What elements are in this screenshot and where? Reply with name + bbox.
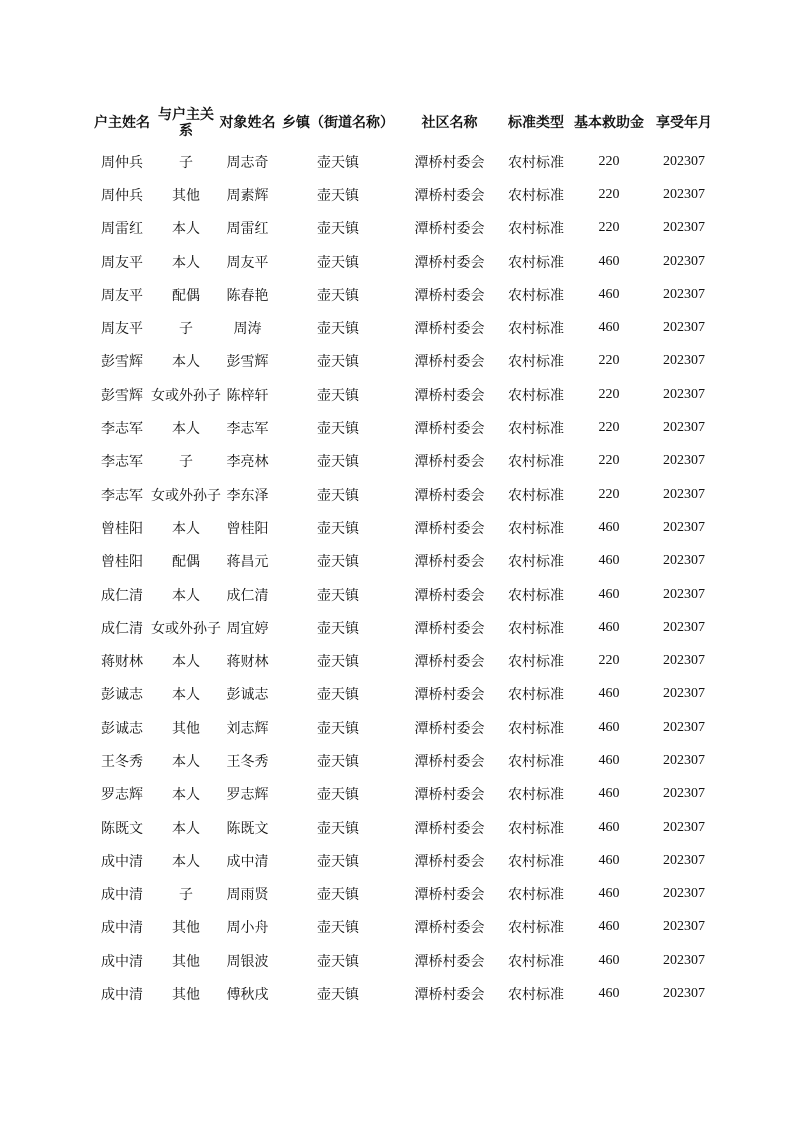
cell-township: 壶天镇 — [317, 820, 359, 837]
cell-standard-type: 农村标准 — [508, 154, 564, 171]
cell-householder-name: 曾桂阳 — [101, 554, 143, 571]
cell-period: 202307 — [663, 253, 705, 269]
table-row — [88, 178, 720, 211]
cell-relationship: 本人 — [172, 520, 200, 537]
cell-householder-name: 周友平 — [101, 321, 143, 338]
cell-relationship: 子 — [179, 154, 193, 171]
table-header — [88, 100, 720, 145]
cell-standard-type: 农村标准 — [508, 654, 564, 671]
cell-standard-type: 农村标准 — [508, 554, 564, 571]
cell-householder-name: 周仲兵 — [101, 187, 143, 204]
cell-householder-name: 成中清 — [101, 887, 143, 904]
cell-basic-relief: 460 — [598, 852, 620, 868]
cell-recipient-name: 周宜婷 — [226, 620, 269, 637]
table-row — [88, 944, 720, 977]
cell-recipient-name: 陈梓轩 — [226, 387, 269, 404]
cell-householder-name: 成中清 — [101, 853, 143, 870]
cell-standard-type: 农村标准 — [508, 920, 564, 937]
cell-basic-relief: 220 — [598, 386, 620, 402]
cell-recipient-name: 陈既文 — [226, 820, 269, 837]
table-row — [88, 245, 720, 278]
cell-standard-type: 农村标准 — [508, 687, 564, 704]
table-row — [88, 811, 720, 844]
cell-community: 潭桥村委会 — [414, 787, 485, 804]
cell-community: 潭桥村委会 — [414, 920, 485, 937]
cell-township: 壶天镇 — [317, 287, 359, 304]
cell-standard-type: 农村标准 — [508, 787, 564, 804]
header-householder-name: 户主姓名 — [94, 114, 150, 131]
cell-township: 壶天镇 — [317, 853, 359, 870]
table-row — [88, 345, 720, 378]
cell-period: 202307 — [663, 220, 705, 236]
cell-householder-name: 罗志辉 — [101, 787, 143, 804]
cell-relationship: 子 — [179, 321, 193, 338]
cell-period: 202307 — [663, 919, 705, 935]
cell-recipient-name: 曾桂阳 — [226, 520, 269, 537]
cell-period: 202307 — [663, 752, 705, 768]
cell-community: 潭桥村委会 — [414, 520, 485, 537]
cell-basic-relief: 460 — [598, 253, 620, 269]
cell-relationship: 其他 — [172, 987, 200, 1004]
cell-community: 潭桥村委会 — [414, 387, 485, 404]
cell-period: 202307 — [663, 719, 705, 735]
table-row — [88, 511, 720, 544]
cell-recipient-name: 彭诚志 — [226, 687, 269, 704]
cell-householder-name: 周仲兵 — [101, 154, 143, 171]
cell-basic-relief: 460 — [598, 886, 620, 902]
header-basic-relief: 基本救助金 — [574, 114, 644, 131]
cell-recipient-name: 成中清 — [226, 853, 269, 870]
table-row — [88, 578, 720, 611]
cell-period: 202307 — [663, 519, 705, 535]
cell-period: 202307 — [663, 486, 705, 502]
cell-recipient-name: 李亮林 — [226, 454, 269, 471]
cell-township: 壶天镇 — [317, 487, 359, 504]
cell-community: 潭桥村委会 — [414, 620, 485, 637]
table-row — [88, 844, 720, 877]
cell-period: 202307 — [663, 653, 705, 669]
cell-period: 202307 — [663, 186, 705, 202]
cell-standard-type: 农村标准 — [508, 853, 564, 870]
table-row — [88, 711, 720, 744]
cell-community: 潭桥村委会 — [414, 321, 485, 338]
cell-township: 壶天镇 — [317, 254, 359, 271]
cell-township: 壶天镇 — [317, 620, 359, 637]
table-row — [88, 378, 720, 411]
cell-basic-relief: 220 — [598, 186, 620, 202]
cell-period: 202307 — [663, 153, 705, 169]
table-row — [88, 744, 720, 777]
cell-basic-relief: 460 — [598, 519, 620, 535]
cell-period: 202307 — [663, 952, 705, 968]
cell-township: 壶天镇 — [317, 154, 359, 171]
cell-relationship: 其他 — [172, 920, 200, 937]
cell-recipient-name: 周雨贤 — [226, 887, 269, 904]
cell-relationship: 女或外孙子 — [151, 620, 221, 637]
cell-community: 潭桥村委会 — [414, 753, 485, 770]
cell-householder-name: 成仁清 — [101, 587, 143, 604]
cell-community: 潭桥村委会 — [414, 187, 485, 204]
cell-standard-type: 农村标准 — [508, 953, 564, 970]
cell-recipient-name: 周雷红 — [226, 221, 269, 238]
cell-householder-name: 蒋财林 — [101, 654, 143, 671]
cell-recipient-name: 罗志辉 — [226, 787, 269, 804]
cell-relationship: 女或外孙子 — [151, 387, 221, 404]
cell-township: 壶天镇 — [317, 920, 359, 937]
cell-basic-relief: 460 — [598, 986, 620, 1002]
cell-community: 潭桥村委会 — [414, 853, 485, 870]
cell-basic-relief: 220 — [598, 153, 620, 169]
cell-householder-name: 彭诚志 — [101, 687, 143, 704]
cell-township: 壶天镇 — [317, 421, 359, 438]
cell-relationship: 配偶 — [172, 554, 200, 571]
cell-basic-relief: 460 — [598, 919, 620, 935]
cell-relationship: 本人 — [172, 853, 200, 870]
cell-householder-name: 曾桂阳 — [101, 520, 143, 537]
cell-relationship: 本人 — [172, 354, 200, 371]
cell-relationship: 本人 — [172, 654, 200, 671]
cell-period: 202307 — [663, 420, 705, 436]
cell-basic-relief: 220 — [598, 453, 620, 469]
table-body — [88, 145, 720, 1011]
cell-standard-type: 农村标准 — [508, 987, 564, 1004]
cell-relationship: 配偶 — [172, 287, 200, 304]
cell-period: 202307 — [663, 286, 705, 302]
header-township: 乡镇（街道名称） — [282, 114, 394, 131]
table-row — [88, 911, 720, 944]
cell-period: 202307 — [663, 619, 705, 635]
cell-township: 壶天镇 — [317, 787, 359, 804]
cell-period: 202307 — [663, 986, 705, 1002]
cell-period: 202307 — [663, 886, 705, 902]
cell-recipient-name: 成仁清 — [226, 587, 269, 604]
cell-township: 壶天镇 — [317, 587, 359, 604]
table-row — [88, 278, 720, 311]
cell-relationship: 其他 — [172, 953, 200, 970]
cell-householder-name: 成中清 — [101, 953, 143, 970]
header-relationship: 与户主关系 — [158, 106, 214, 139]
cell-period: 202307 — [663, 852, 705, 868]
cell-householder-name: 陈既文 — [101, 820, 143, 837]
cell-township: 壶天镇 — [317, 654, 359, 671]
cell-basic-relief: 460 — [598, 586, 620, 602]
cell-recipient-name: 王冬秀 — [226, 753, 269, 770]
cell-relationship: 女或外孙子 — [151, 487, 221, 504]
relief-table — [88, 100, 720, 1011]
cell-standard-type: 农村标准 — [508, 321, 564, 338]
cell-relationship: 其他 — [172, 720, 200, 737]
cell-township: 壶天镇 — [317, 554, 359, 571]
cell-recipient-name: 蒋财林 — [226, 654, 269, 671]
cell-township: 壶天镇 — [317, 520, 359, 537]
cell-township: 壶天镇 — [317, 387, 359, 404]
cell-relationship: 子 — [179, 887, 193, 904]
cell-householder-name: 周雷红 — [101, 221, 143, 238]
cell-community: 潭桥村委会 — [414, 554, 485, 571]
cell-basic-relief: 220 — [598, 220, 620, 236]
cell-recipient-name: 蒋昌元 — [226, 554, 269, 571]
cell-community: 潭桥村委会 — [414, 654, 485, 671]
cell-recipient-name: 李东泽 — [226, 487, 269, 504]
table-row — [88, 977, 720, 1010]
cell-basic-relief: 460 — [598, 286, 620, 302]
table-row — [88, 411, 720, 444]
cell-basic-relief: 220 — [598, 353, 620, 369]
header-period: 享受年月 — [656, 114, 712, 131]
cell-recipient-name: 周素辉 — [226, 187, 269, 204]
cell-standard-type: 农村标准 — [508, 520, 564, 537]
cell-township: 壶天镇 — [317, 720, 359, 737]
cell-period: 202307 — [663, 686, 705, 702]
cell-recipient-name: 周小舟 — [226, 920, 269, 937]
cell-relationship: 本人 — [172, 753, 200, 770]
cell-standard-type: 农村标准 — [508, 820, 564, 837]
cell-community: 潭桥村委会 — [414, 720, 485, 737]
cell-community: 潭桥村委会 — [414, 953, 485, 970]
cell-basic-relief: 460 — [598, 553, 620, 569]
cell-community: 潭桥村委会 — [414, 987, 485, 1004]
cell-standard-type: 农村标准 — [508, 221, 564, 238]
cell-householder-name: 王冬秀 — [101, 753, 143, 770]
cell-basic-relief: 460 — [598, 952, 620, 968]
header-recipient-name: 对象姓名 — [219, 114, 276, 131]
cell-community: 潭桥村委会 — [414, 421, 485, 438]
cell-recipient-name: 周涛 — [233, 321, 262, 338]
cell-relationship: 子 — [179, 454, 193, 471]
cell-standard-type: 农村标准 — [508, 354, 564, 371]
cell-basic-relief: 220 — [598, 420, 620, 436]
cell-period: 202307 — [663, 786, 705, 802]
cell-standard-type: 农村标准 — [508, 487, 564, 504]
cell-relationship: 本人 — [172, 221, 200, 238]
cell-township: 壶天镇 — [317, 687, 359, 704]
cell-township: 壶天镇 — [317, 753, 359, 770]
cell-relationship: 本人 — [172, 687, 200, 704]
cell-township: 壶天镇 — [317, 953, 359, 970]
cell-householder-name: 彭诚志 — [101, 720, 143, 737]
cell-recipient-name: 周友平 — [226, 254, 269, 271]
cell-standard-type: 农村标准 — [508, 887, 564, 904]
cell-township: 壶天镇 — [317, 987, 359, 1004]
cell-relationship: 本人 — [172, 820, 200, 837]
table-row — [88, 611, 720, 644]
cell-householder-name: 李志军 — [101, 421, 143, 438]
table-row — [88, 678, 720, 711]
cell-standard-type: 农村标准 — [508, 720, 564, 737]
cell-basic-relief: 220 — [598, 486, 620, 502]
cell-community: 潭桥村委会 — [414, 221, 485, 238]
cell-householder-name: 周友平 — [101, 287, 143, 304]
cell-householder-name: 成仁清 — [101, 620, 143, 637]
cell-householder-name: 彭雪辉 — [101, 354, 143, 371]
cell-community: 潭桥村委会 — [414, 454, 485, 471]
cell-period: 202307 — [663, 320, 705, 336]
cell-standard-type: 农村标准 — [508, 287, 564, 304]
cell-standard-type: 农村标准 — [508, 387, 564, 404]
cell-period: 202307 — [663, 386, 705, 402]
table-row — [88, 878, 720, 911]
cell-basic-relief: 460 — [598, 719, 620, 735]
cell-township: 壶天镇 — [317, 454, 359, 471]
cell-township: 壶天镇 — [317, 354, 359, 371]
cell-relationship: 本人 — [172, 254, 200, 271]
cell-householder-name: 周友平 — [101, 254, 143, 271]
cell-standard-type: 农村标准 — [508, 753, 564, 770]
table-row — [88, 545, 720, 578]
cell-community: 潭桥村委会 — [414, 254, 485, 271]
cell-community: 潭桥村委会 — [414, 154, 485, 171]
cell-recipient-name: 傅秋戌 — [226, 987, 269, 1004]
table-row — [88, 311, 720, 344]
cell-basic-relief: 460 — [598, 686, 620, 702]
cell-township: 壶天镇 — [317, 187, 359, 204]
cell-standard-type: 农村标准 — [508, 454, 564, 471]
cell-householder-name: 彭雪辉 — [101, 387, 143, 404]
cell-standard-type: 农村标准 — [508, 421, 564, 438]
cell-householder-name: 成中清 — [101, 920, 143, 937]
cell-recipient-name: 陈春艳 — [226, 287, 269, 304]
cell-community: 潭桥村委会 — [414, 820, 485, 837]
cell-recipient-name: 李志军 — [226, 421, 269, 438]
cell-community: 潭桥村委会 — [414, 487, 485, 504]
cell-relationship: 其他 — [172, 187, 200, 204]
table-row — [88, 212, 720, 245]
cell-community: 潭桥村委会 — [414, 354, 485, 371]
cell-standard-type: 农村标准 — [508, 254, 564, 271]
cell-community: 潭桥村委会 — [414, 887, 485, 904]
cell-relationship: 本人 — [172, 787, 200, 804]
cell-householder-name: 李志军 — [101, 454, 143, 471]
table-row — [88, 644, 720, 677]
cell-recipient-name: 彭雪辉 — [226, 354, 269, 371]
cell-standard-type: 农村标准 — [508, 620, 564, 637]
cell-community: 潭桥村委会 — [414, 287, 485, 304]
cell-township: 壶天镇 — [317, 221, 359, 238]
cell-period: 202307 — [663, 353, 705, 369]
cell-householder-name: 李志军 — [101, 487, 143, 504]
table-row — [88, 445, 720, 478]
cell-basic-relief: 460 — [598, 752, 620, 768]
cell-township: 壶天镇 — [317, 887, 359, 904]
cell-period: 202307 — [663, 586, 705, 602]
header-community: 社区名称 — [421, 114, 478, 131]
cell-basic-relief: 460 — [598, 320, 620, 336]
cell-recipient-name: 周银波 — [226, 953, 269, 970]
cell-period: 202307 — [663, 453, 705, 469]
cell-standard-type: 农村标准 — [508, 587, 564, 604]
cell-recipient-name: 刘志辉 — [226, 720, 269, 737]
cell-basic-relief: 460 — [598, 819, 620, 835]
cell-community: 潭桥村委会 — [414, 687, 485, 704]
cell-relationship: 本人 — [172, 587, 200, 604]
cell-community: 潭桥村委会 — [414, 587, 485, 604]
cell-basic-relief: 460 — [598, 619, 620, 635]
cell-period: 202307 — [663, 553, 705, 569]
cell-basic-relief: 460 — [598, 786, 620, 802]
cell-standard-type: 农村标准 — [508, 187, 564, 204]
table-row — [88, 478, 720, 511]
cell-householder-name: 成中清 — [101, 987, 143, 1004]
cell-township: 壶天镇 — [317, 321, 359, 338]
cell-period: 202307 — [663, 819, 705, 835]
table-row — [88, 778, 720, 811]
cell-relationship: 本人 — [172, 421, 200, 438]
table-row — [88, 145, 720, 178]
header-standard-type: 标准类型 — [508, 114, 564, 131]
cell-basic-relief: 220 — [598, 653, 620, 669]
cell-recipient-name: 周志奇 — [226, 154, 269, 171]
